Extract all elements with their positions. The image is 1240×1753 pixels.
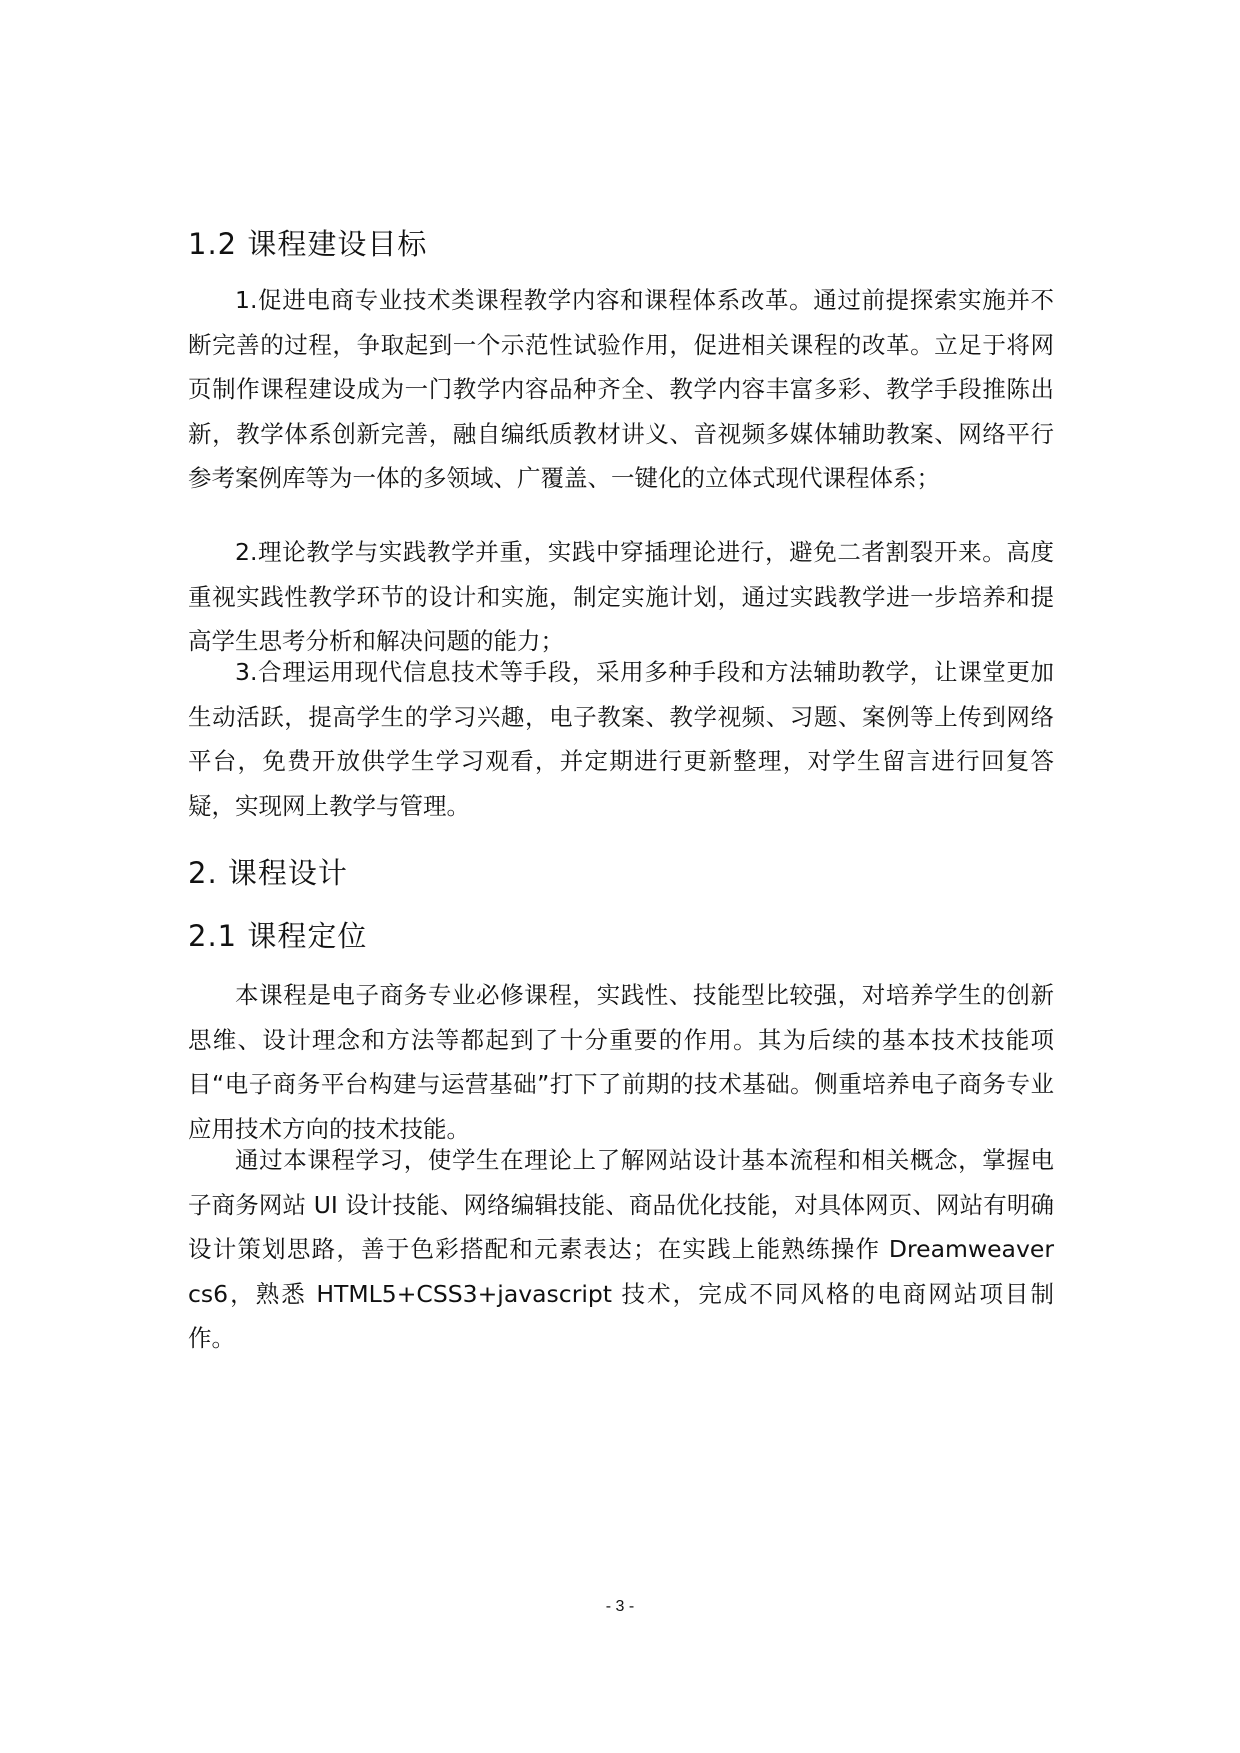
document-page xyxy=(188,0,1054,1753)
page-number: - 3 - xyxy=(605,1598,635,1615)
paragraph-positioning-1: 本课程是电子商务专业必修课程，实践性、技能型比较强，对培养学生的创新思维、设计理念和方法等都起到了十分重要的作用。其为后续的基本技术技能项目“电子商务平台构建与运营基础”打下了前期的技术基础。侧重培养电子商务专业应用技术方向的技术技能。 xyxy=(188,981,1054,1143)
paragraph-goal-3: 3.合理运用现代信息技术等手段，采用多种手段和方法辅助教学，让课堂更加生动活跃，提高学生的学习兴趣，电子教案、教学视频、习题、案例等上传到网络平台，免费开放供学生学习观看，并定期进行更新整理，对学生留言进行回复答疑，实现网上教学与管理。 xyxy=(188,658,1054,820)
paragraph-positioning-2: 通过本课程学习，使学生在理论上了解网站设计基本流程和相关概念，掌握电子商务网站 UI 设计技能、网络编辑技能、商品优化技能，对具体网页、网站有明确设计策划思路，善于色彩搭配和元素表达；在实践上能熟练操作 Dreamweaver cs6，熟悉 HTML5+CSS3+javascript 技术，完成不同风格的电商网站项目制作。 xyxy=(188,1146,1054,1353)
paragraph-goal-1: 1.促进电商专业技术类课程教学内容和课程体系改革。通过前提探索实施并不断完善的过程，争取起到一个示范性试验作用，促进相关课程的改革。立足于将网页制作课程建设成为一门教学内容品种齐全、教学内容丰富多彩、教学手段推陈出新，教学体系创新完善，融自编纸质教材讲义、音视频多媒体辅助教案、网络平行参考案例库等为一体的多领域、广覆盖、一键化的立体式现代课程体系； xyxy=(188,286,1054,493)
section-heading-2-1: 2.1 课程定位 xyxy=(188,919,368,953)
section-heading-1-2: 1.2 课程建设目标 xyxy=(188,227,428,261)
paragraph-goal-2: 2.理论教学与实践教学并重，实践中穿插理论进行，避免二者割裂开来。高度重视实践性教学环节的设计和实施，制定实施计划，通过实践教学进一步培养和提高学生思考分析和解决问题的能力； xyxy=(188,538,1054,656)
section-heading-2: 2. 课程设计 xyxy=(188,856,348,890)
